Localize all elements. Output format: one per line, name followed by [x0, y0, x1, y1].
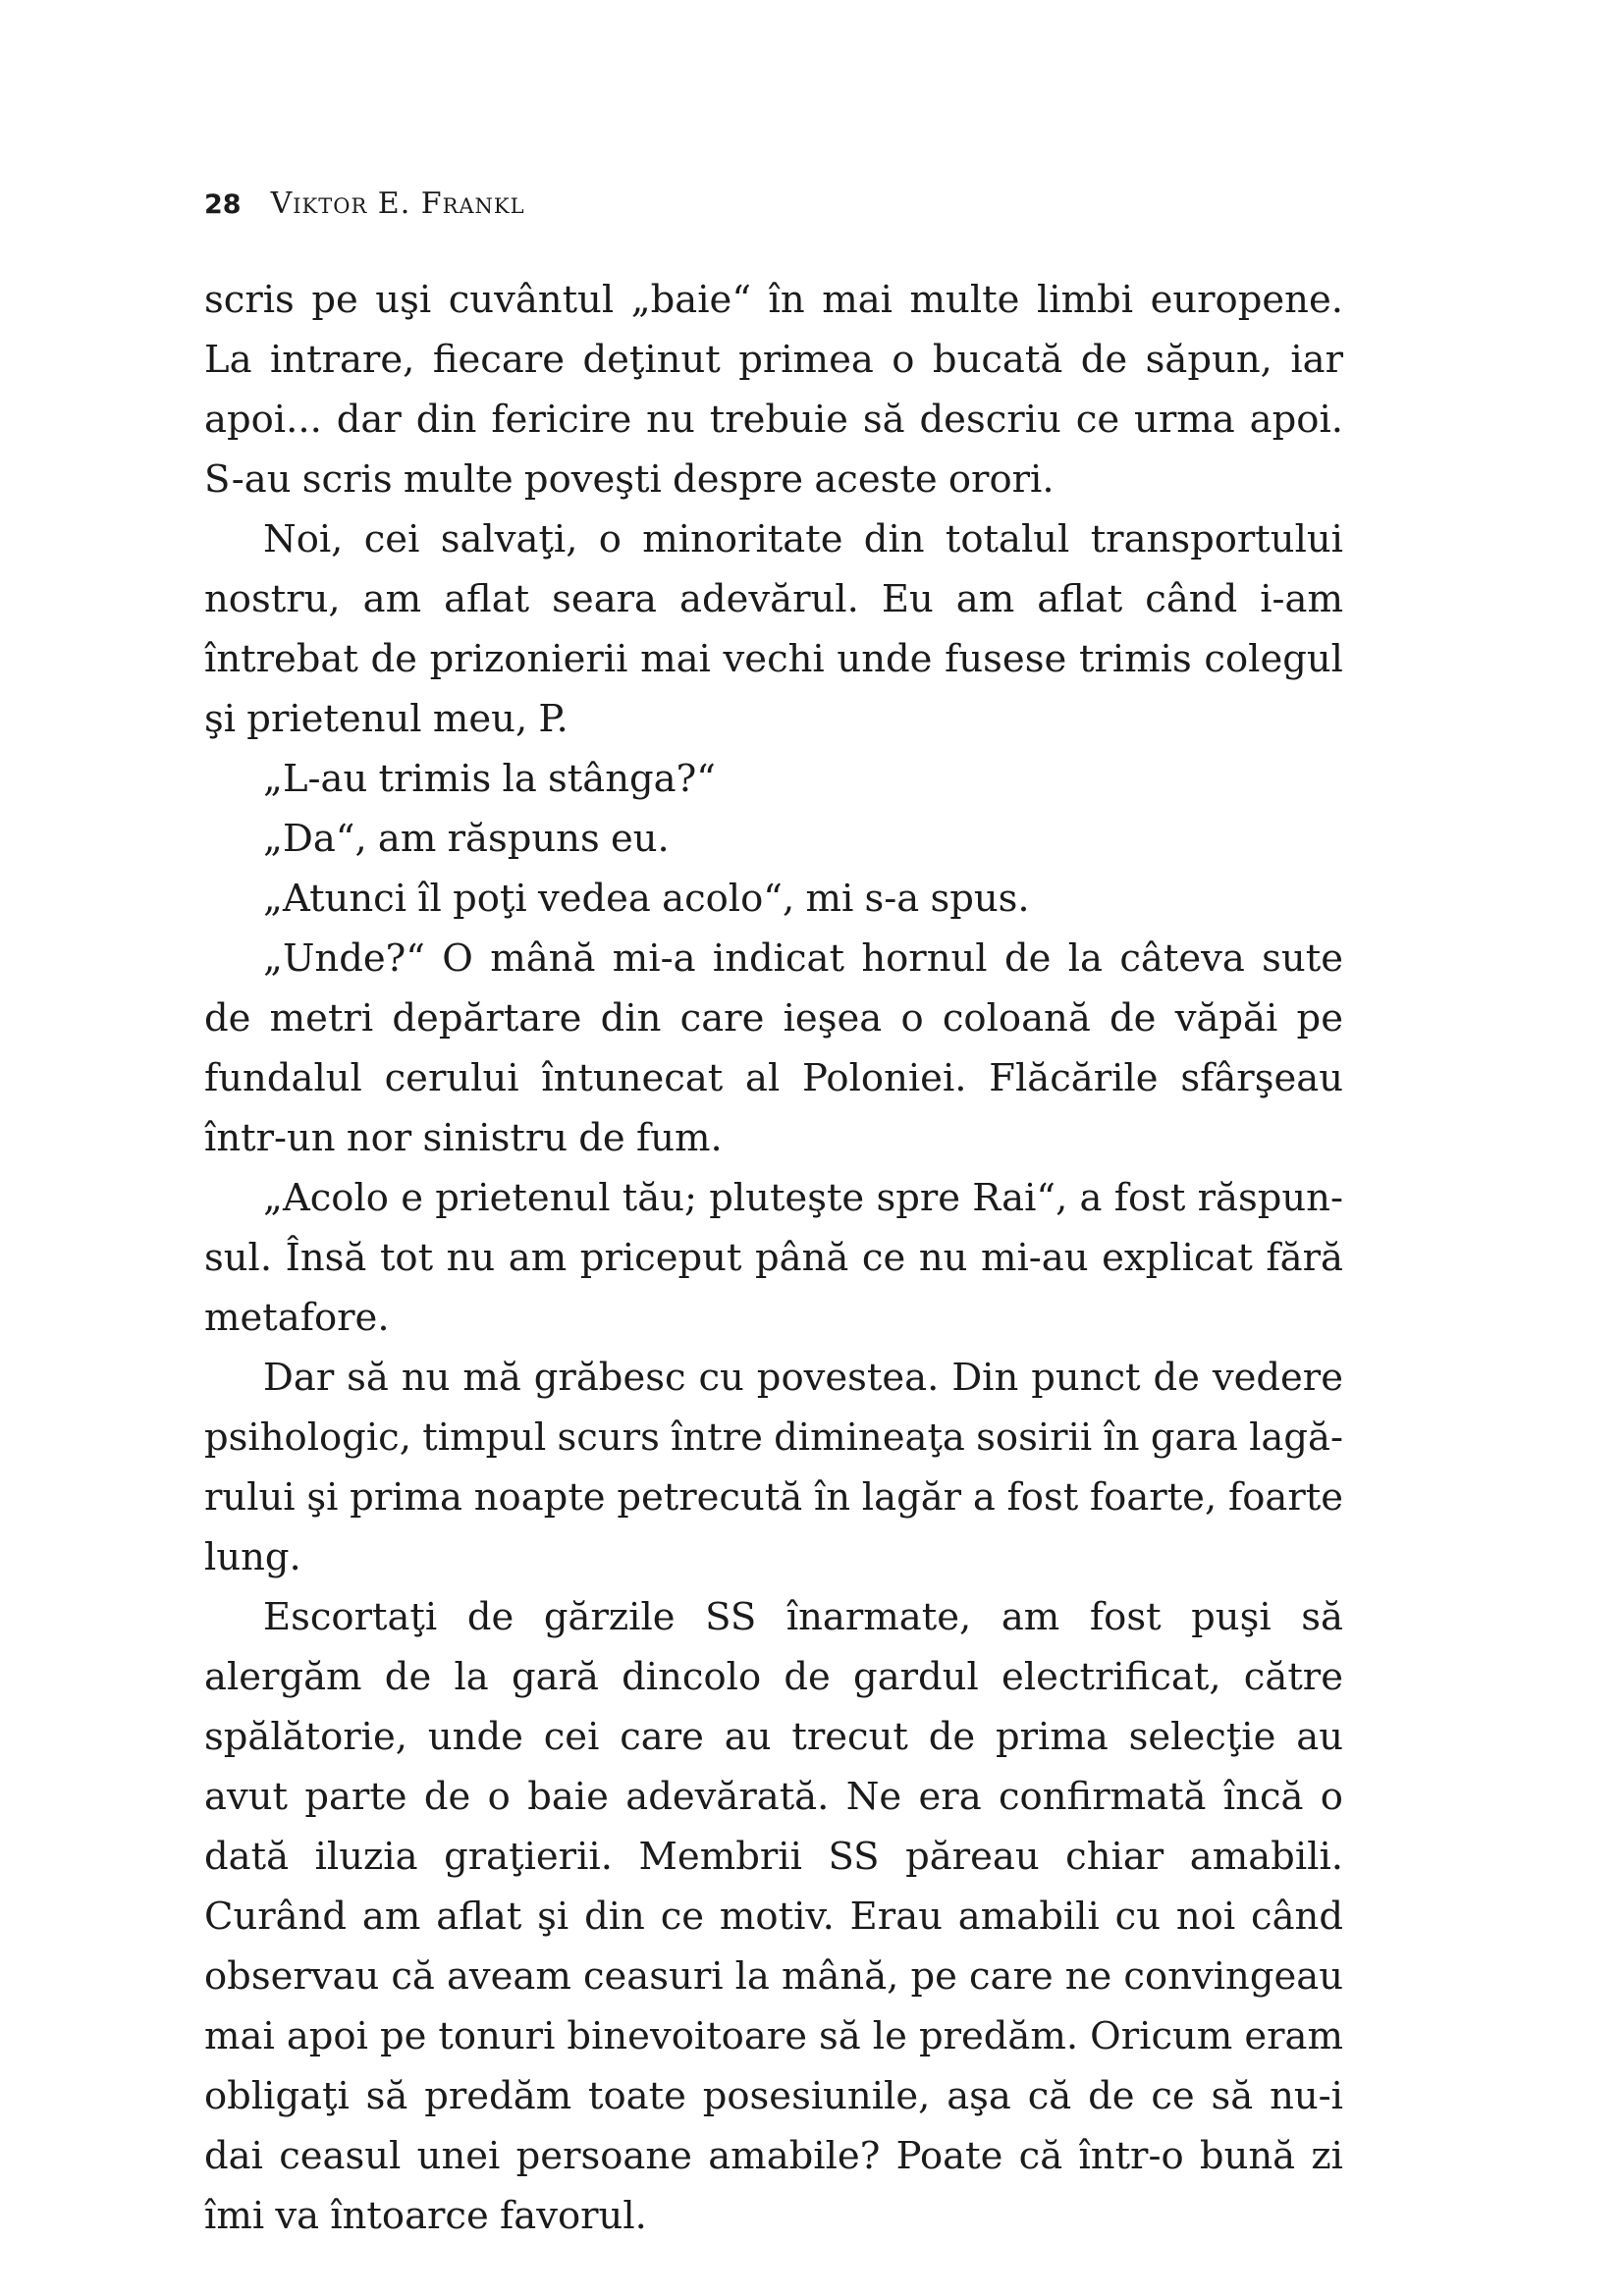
paragraph: „Atunci îl poţi vedea acolo“, mi s-a spus. — [263, 877, 1030, 921]
paragraph: Noi, cei salvaţi, o minoritate din totalul transportului nostru, am aflat seara adevărul. Eu am aflat când i-am întrebat de prizonierii mai vechi unde fusese trimis colegul şi prietenul meu, P. — [204, 517, 1343, 741]
paragraph: „Acolo e prietenul tău; pluteşte spre Rai“, a fost răspunsul. Însă tot nu am priceput până ce nu mi-au explicat fără metafore. — [204, 1176, 1343, 1340]
paragraph: „Da“, am răspuns eu. — [263, 817, 670, 861]
paragraph: „L-au trimis la stânga?“ — [263, 757, 716, 801]
paragraph: „Unde?“ O mână mi-a indicat hornul de la câteva sute de metri depărtare din care ieşea o coloană de văpăi pe fundalul cerului întunecat al Poloniei. Flăcările sfârşeau într-un nor sinistru de fum. — [204, 936, 1343, 1160]
running-head-author: Viktor E. Frankl — [270, 187, 525, 221]
body-text — [204, 270, 1343, 2246]
paragraph: Dar să nu mă grăbesc cu povestea. Din punct de vedere psihologic, timpul scurs între dimineaţa sosirii în gara lagărului şi prima noapte petrecută în lagăr a fost foarte, foarte lung. — [204, 1356, 1343, 1579]
page-number: 28 — [204, 189, 242, 220]
paragraph: Escortaţi de gărzile SS înarmate, am fost puşi să alergăm de la gară dincolo de gardul electrificat, către spălătorie, unde cei care au trecut de prima selecţie au avut parte de o baie adevărată. Ne era confirmată încă o dată iluzia graţierii. Membrii SS păreau chiar amabili. Curând am aflat şi din ce motiv. Erau amabili cu noi când observau că aveam ceasuri la mână, pe care ne convingeau mai apoi pe tonuri binevoitoare să le predăm. Oricum eram obligaţi să predăm toate posesiunile, aşa că de ce să nu-i dai ceasul unei persoane amabile? Poate că într-o bună zi îmi va întoarce favorul. — [204, 1595, 1343, 2238]
paragraph: scris pe uşi cuvântul „baie“ în mai multe limbi europene. La intrare, fiecare deţinut primea o bucată de săpun, iar apoi... dar din fericire nu trebuie să descriu ce urma apoi. S-au scris multe poveşti despre aceste orori. — [204, 278, 1343, 502]
running-header — [204, 187, 1343, 221]
book-page — [204, 187, 1343, 2246]
